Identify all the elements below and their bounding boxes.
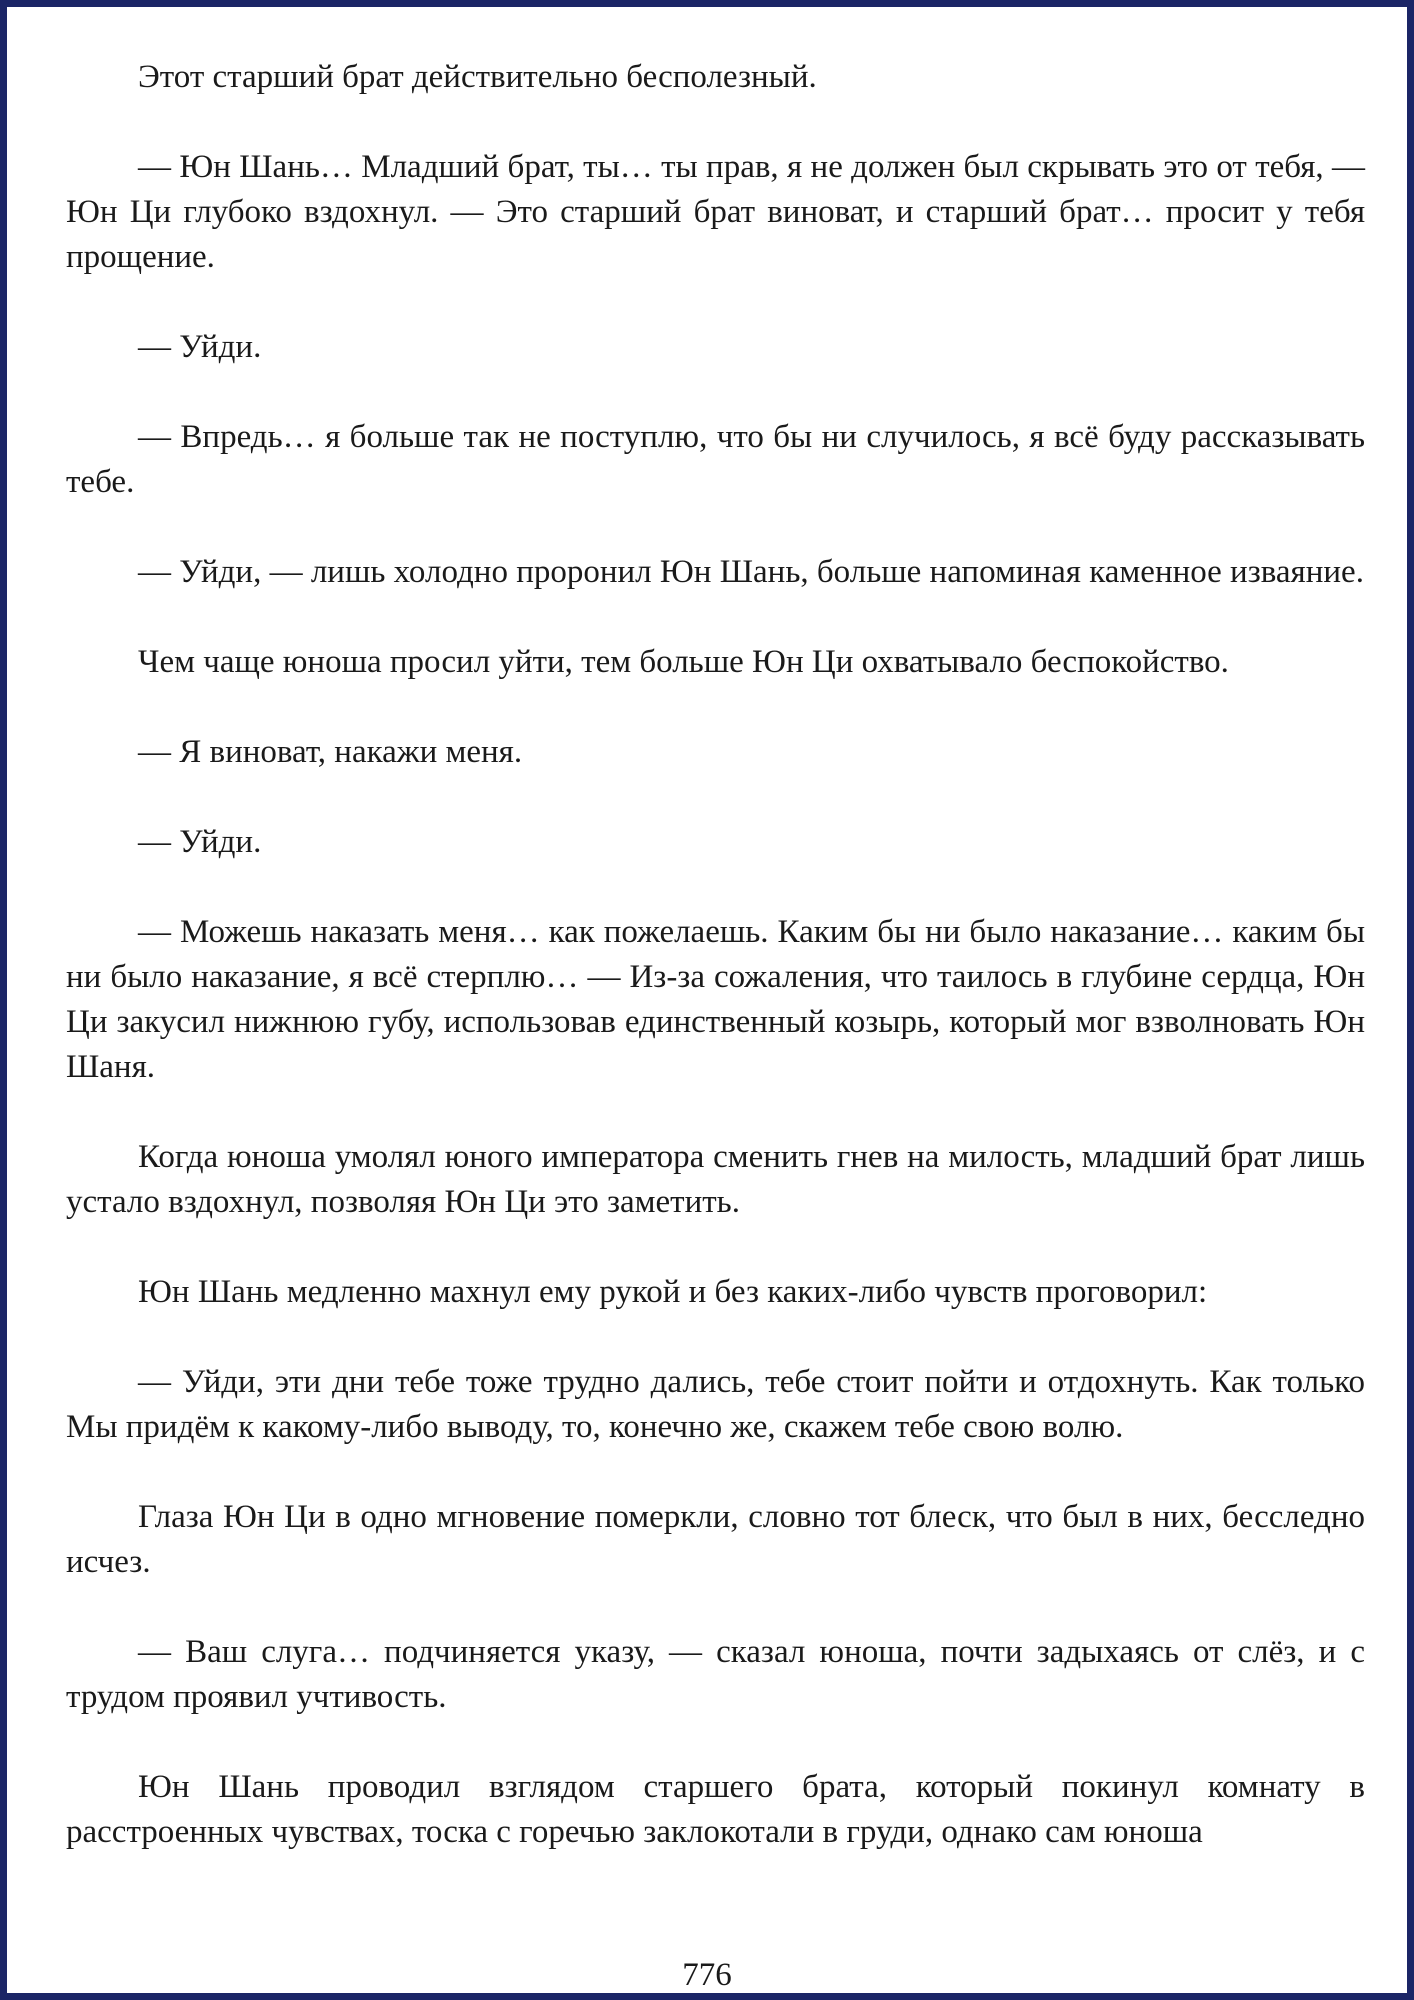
paragraph: — Уйди. (138, 824, 262, 860)
paragraph: Этот старший брат действительно бесполезный. (138, 59, 817, 95)
page-number: 776 (682, 1957, 732, 1993)
paragraph: Когда юноша умолял юного императора сменить гнев на милость, младший брат лишь устало вздохнул, позволяя Юн Ци это заметить. (66, 1139, 1365, 1220)
paragraph: — Юн Шань… Младший брат, ты… ты прав, я не должен был скрывать это от тебя, — Юн Ци глубоко вздохнул. — Это старший брат виноват, и старший брат… просит у тебя прощение. (66, 149, 1365, 275)
paragraph: — Уйди. (138, 329, 262, 365)
paragraph: Юн Шань проводил взглядом старшего брата, который покинул комнату в расстроенных чувствах, тоска с горечью заклокотали в груди, однако сам юноша (66, 1769, 1365, 1850)
paragraph: Юн Шань медленно махнул ему рукой и без каких-либо чувств проговорил: (138, 1274, 1208, 1310)
paragraph: — Я виноват, накажи меня. (138, 734, 523, 770)
paragraph: — Уйди, — лишь холодно проронил Юн Шань, больше напоминая каменное изваяние. (138, 554, 1364, 590)
paragraph: — Можешь наказать меня… как пожелаешь. Каким бы ни было наказание… каким бы ни было наказание, я всё стерплю… — Из-за сожаления, что таилось в глубине сердца, Юн Ци закусил нижнюю губу, использовав единственный козырь, который мог взволновать Юн Шаня. (66, 914, 1365, 1085)
paragraph: — Уйди, эти дни тебе тоже трудно дались, тебе стоит пойти и отдохнуть. Как только Мы придём к какому-либо выводу, то, конечно же, скажем тебе свою волю. (66, 1364, 1365, 1445)
paragraph: — Ваш слуга… подчиняется указу, — сказал юноша, почти задыхаясь от слёз, и с трудом проявил учтивость. (66, 1634, 1365, 1715)
page-body (66, 55, 1365, 1900)
paragraph: Глаза Юн Ци в одно мгновение померкли, словно тот блеск, что был в них, бесследно исчез. (66, 1499, 1365, 1580)
paragraph: Чем чаще юноша просил уйти, тем больше Юн Ци охватывало беспокойство. (138, 644, 1229, 680)
paragraph: — Впредь… я больше так не поступлю, что бы ни случилось, я всё буду рассказывать тебе. (66, 419, 1365, 500)
